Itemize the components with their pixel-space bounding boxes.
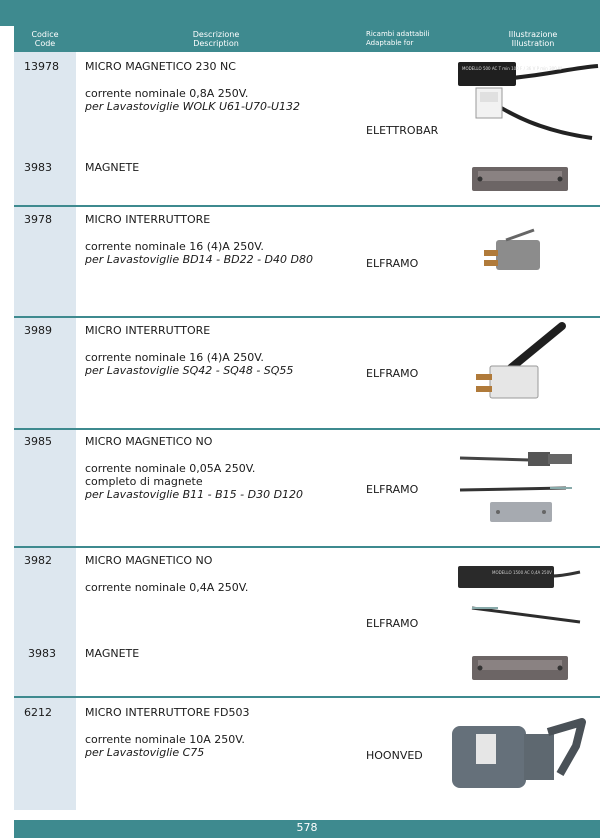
magnetic-switch-image	[452, 56, 600, 146]
item-title: MICRO MAGNETICO 230 NC	[85, 60, 236, 73]
item-spec: corrente nominale 0,05A 250V.	[85, 462, 256, 475]
item-description	[85, 87, 325, 113]
top-bar	[0, 0, 600, 26]
item-description	[85, 240, 325, 266]
item-note: per Lavastoviglie WOLK U61-U70-U132	[85, 100, 301, 113]
item-code: 3978	[24, 213, 52, 226]
item-code: 6212	[24, 706, 52, 719]
item-title: MAGNETE	[85, 161, 140, 174]
item-note: per Lavastoviglie BD14 - BD22 - D40 D80	[85, 253, 313, 266]
item-spec: corrente nominale 0,4A 250V.	[85, 581, 249, 594]
item-description	[85, 462, 325, 501]
item-description	[85, 581, 325, 594]
header-code: Codice Code	[31, 30, 59, 48]
item-brand: HOONVED	[366, 749, 423, 762]
row-separator	[14, 696, 600, 698]
limit-switch-image	[448, 716, 588, 796]
header-adaptable: Ricambi adattabili Adaptable for	[366, 30, 430, 47]
page-number: 578	[14, 820, 600, 838]
item-brand: ELFRAMO	[366, 367, 419, 380]
header-illustration: Illustrazione Illustration	[508, 30, 558, 48]
item-title: MICRO INTERRUTTORE	[85, 213, 211, 226]
item-spec: corrente nominale 10A 250V.	[85, 733, 245, 746]
item-code: 3989	[24, 324, 52, 337]
item-spec-2: completo di magnete	[85, 475, 203, 488]
item-title: MICRO INTERRUTTORE FD503	[85, 706, 250, 719]
item-description	[85, 351, 325, 377]
item-code: 3982	[24, 554, 52, 567]
table-header	[14, 26, 600, 52]
item-note: per Lavastoviglie B11 - B15 - D30 D120	[85, 488, 304, 501]
item-title: MAGNETE	[85, 647, 140, 660]
item-title: MICRO INTERRUTTORE	[85, 324, 211, 337]
item-brand: ELETTROBAR	[366, 124, 439, 137]
item-title: MICRO MAGNETICO NO	[85, 554, 213, 567]
item-code: 3985	[24, 435, 52, 448]
micro-switch-image	[476, 228, 556, 280]
item-code: 13978	[24, 60, 59, 73]
magnetic-switch-no-image	[452, 562, 582, 628]
header-description: Descrizione Description	[192, 30, 240, 48]
magnetic-switch-with-magnet-image	[456, 444, 576, 530]
item-description	[85, 733, 325, 759]
row-separator	[14, 546, 600, 548]
magnet-image	[468, 163, 572, 195]
magnet-image	[468, 652, 572, 684]
item-note: per Lavastoviglie C75	[85, 746, 205, 759]
item-brand: ELFRAMO	[366, 617, 419, 630]
row-separator	[14, 316, 600, 318]
item-title: MICRO MAGNETICO NO	[85, 435, 213, 448]
item-code: 3983	[28, 647, 56, 660]
item-brand: ELFRAMO	[366, 483, 419, 496]
item-note: per Lavastoviglie SQ42 - SQ48 - SQ55	[85, 364, 294, 377]
lever-micro-switch-image	[470, 320, 570, 410]
row-separator	[14, 205, 600, 207]
row-separator	[14, 428, 600, 430]
item-spec: corrente nominale 16 (4)A 250V.	[85, 351, 264, 364]
item-code: 3983	[24, 161, 52, 174]
item-spec: corrente nominale 16 (4)A 250V.	[85, 240, 264, 253]
item-spec: corrente nominale 0,8A 250V.	[85, 87, 249, 100]
switch-label-text: MODELLO 500 AC T min 100 F / 36 V P min 300 W	[462, 66, 562, 71]
item-brand: ELFRAMO	[366, 257, 419, 270]
switch-label-text: MODELLO 1500 AC 0,4A 250V	[492, 570, 552, 575]
